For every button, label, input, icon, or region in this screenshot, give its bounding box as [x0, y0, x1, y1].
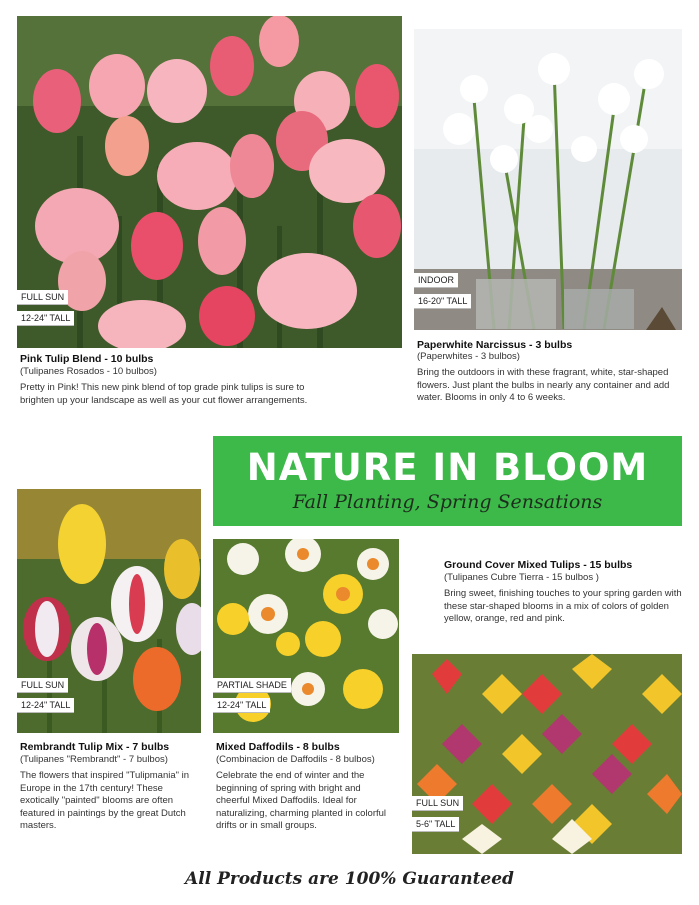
banner-title: NATURE IN BLOOM	[246, 446, 649, 489]
daffodils-tag-height: 12-24" TALL	[213, 698, 270, 713]
daffodils-title: Mixed Daffodils - 8 bulbs	[216, 741, 340, 753]
paperwhite-spanish: (Paperwhites - 3 bulbos)	[417, 351, 520, 362]
nature-in-bloom-banner	[213, 436, 682, 526]
guarantee-footer: All Products are 100% Guaranteed	[185, 869, 514, 889]
rembrandt-title: Rembrandt Tulip Mix - 7 bulbs	[20, 741, 170, 753]
pink-tulip-title: Pink Tulip Blend - 10 bulbs	[20, 353, 154, 365]
pink-tulip-tag-height: 12-24" TALL	[17, 311, 74, 326]
pink-tulip-tag-sun: FULL SUN	[17, 290, 68, 305]
pink-tulip-description: Pretty in Pink! This new pink blend of top grade pink tulips is sure to brighten up your landscape as well as your cut flower arrangements.	[20, 382, 308, 406]
groundcover-spanish: (Tulipanes Cubre Tierra - 15 bulbos )	[444, 572, 599, 583]
groundcover-tag-sun: FULL SUN	[412, 796, 463, 811]
rembrandt-photo	[17, 489, 201, 733]
paperwhite-tag-location: INDOOR	[414, 273, 458, 288]
pink-tulip-spanish: (Tulipanes Rosados - 10 bulbos)	[20, 366, 157, 377]
rembrandt-tag-sun: FULL SUN	[17, 678, 68, 693]
rembrandt-tag-height: 12-24" TALL	[17, 698, 74, 713]
daffodils-spanish: (Combinacion de Daffodils - 8 bulbos)	[216, 754, 375, 765]
daffodils-tag-shade: PARTIAL SHADE	[213, 678, 291, 693]
rembrandt-description: The flowers that inspired "Tulipmania" in Europe in the 17th century! These exotically "painted" blooms are often featured in paintings by the great Dutch masters.	[20, 770, 190, 831]
banner-subtitle: Fall Planting, Spring Sensations	[292, 491, 603, 513]
paperwhite-tag-height: 16-20" TALL	[414, 294, 471, 309]
groundcover-title: Ground Cover Mixed Tulips - 15 bulbs	[444, 559, 633, 571]
groundcover-description: Bring sweet, finishing touches to your spring garden with these star-shaped blooms in a mix of colors of golden yellow, orange, red and pink.	[444, 588, 682, 624]
groundcover-tag-height: 5-6" TALL	[412, 817, 459, 832]
rembrandt-spanish: (Tulipanes "Rembrandt" - 7 bulbos)	[20, 754, 168, 765]
pink-tulip-photo	[17, 16, 402, 348]
paperwhite-description: Bring the outdoors in with these fragrant, white, star-shaped flowers. Just plant the bulbs in nearly any container and add water. Blooms in only 4 to 6 weeks.	[417, 367, 670, 403]
paperwhite-title: Paperwhite Narcissus - 3 bulbs	[417, 339, 573, 351]
daffodils-description: Celebrate the end of winter and the beginning of spring with bright and cheerful Mixed Daffodils. Ideal for naturalizing, charming planted in colorful drifts or in small groups.	[216, 770, 387, 831]
